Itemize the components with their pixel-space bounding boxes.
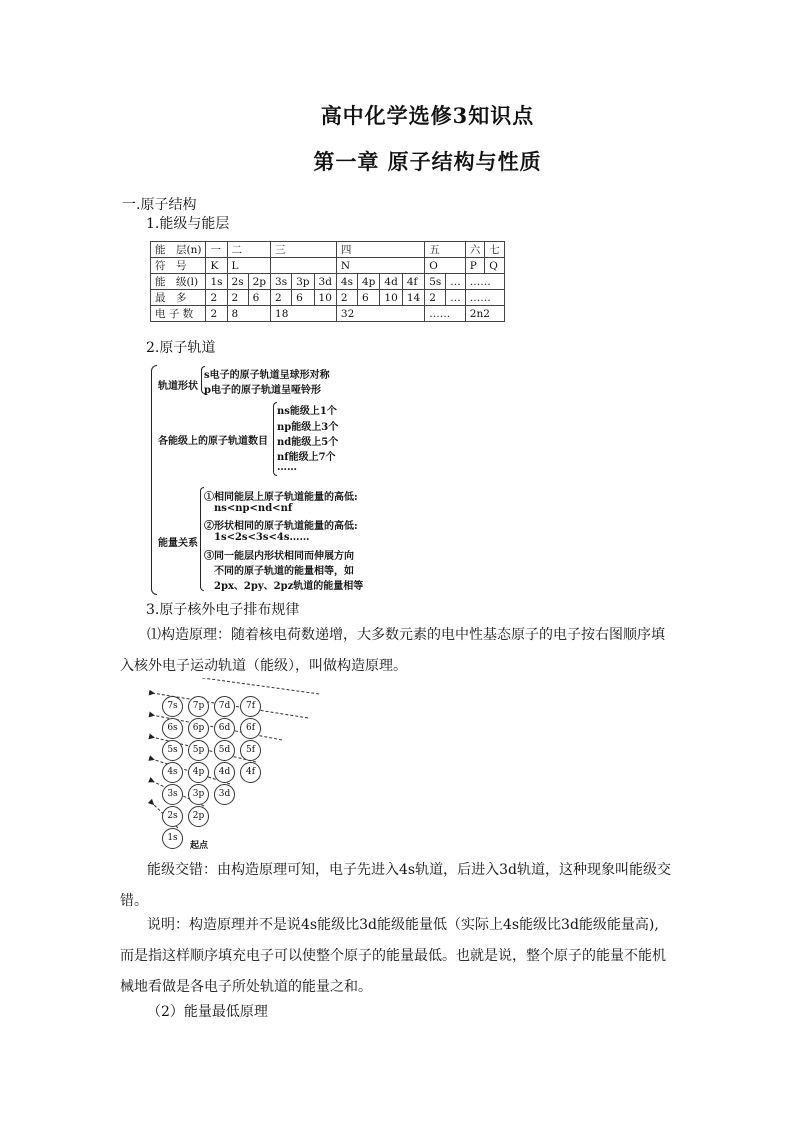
table-cell: 五 <box>425 242 466 258</box>
aufbau-diagram <box>140 678 320 853</box>
table-cell: 18 <box>271 306 337 322</box>
table-cell: 电 子 数 <box>151 306 206 322</box>
aufbau-line-1: ⑴构造原理：随着核电荷数递增，大多数元素的电中性基态原子的电子按右图顺序填 <box>147 627 665 643</box>
table-cell: 1s <box>206 274 227 290</box>
table-cell: 2 <box>336 290 357 306</box>
orbital-circle: 6p <box>188 718 209 739</box>
table-cell: 二 <box>227 242 270 258</box>
table-row <box>151 290 505 306</box>
table-cell: 能 级(l) <box>151 274 206 290</box>
table-cell: Q <box>485 258 505 274</box>
orbital-circle: 3s <box>162 784 183 805</box>
subheading-electron-rules: 3.原子核外电子排布规律 <box>146 602 300 618</box>
table-row <box>151 242 505 258</box>
energy-level-table <box>150 241 505 322</box>
explanation-line-2: 而是指这样顺序填充电子可以使整个原子的能量最低。也就是说，整个原子的能量不能机 <box>120 948 666 964</box>
count-nd: nd能级上5个 <box>277 437 339 448</box>
count-ns: ns能级上1个 <box>277 406 337 417</box>
energy-rule-1: ①相同能层上原子轨道能量的高低: <box>204 492 358 503</box>
orbital-circle: 6d <box>214 718 235 739</box>
table-cell: … <box>446 274 466 290</box>
table-cell: 6 <box>358 290 380 306</box>
orbital-circle: 4p <box>188 762 209 783</box>
table-cell: 6 <box>248 290 270 306</box>
table-cell: 一 <box>206 242 227 258</box>
table-cell: …… <box>465 274 504 290</box>
table-cell: 32 <box>336 306 424 322</box>
table-cell: 符 号 <box>151 258 206 274</box>
table-cell: 2n2 <box>465 306 504 322</box>
orbital-circle: 5d <box>214 740 235 761</box>
shape-p: p电子的原子轨道呈哑铃形 <box>204 385 321 396</box>
table-cell: 2 <box>206 306 227 322</box>
table-cell: 七 <box>485 242 505 258</box>
orbital-circle: 4f <box>240 762 261 783</box>
count-label: 各能级上的原子轨道数目 <box>158 436 268 447</box>
table-cell: 10 <box>314 290 336 306</box>
level-crossing-paragraph <box>120 855 687 917</box>
page-title: 高中化学选修3知识点 <box>320 103 535 128</box>
table-cell: 3p <box>292 274 314 290</box>
orbital-circle: 5f <box>240 740 261 761</box>
table-cell: 4d <box>380 274 402 290</box>
orbital-circle: 7f <box>240 696 261 717</box>
explanation-line-3: 械地看做是各电子所处轨道的能量之和。 <box>120 979 372 995</box>
orbital-circle: 2s <box>162 806 183 827</box>
table-cell: 2 <box>206 290 227 306</box>
table-cell: 3s <box>271 274 292 290</box>
table-cell: 三 <box>271 242 337 258</box>
table-cell: 2s <box>227 274 248 290</box>
table-cell: K <box>206 258 227 274</box>
energy-rule-1-detail: ns<np<nd<nf <box>214 503 293 514</box>
shape-s: s电子的原子轨道呈球形对称 <box>204 370 330 381</box>
explanation-paragraph <box>120 910 687 1003</box>
table-cell: P <box>465 258 485 274</box>
orbital-circle: 2p <box>188 806 209 827</box>
crossing-line-1: 能级交错：由构造原理可知，电子先进入4s轨道，后进入3d轨道，这种现象叫能级交 <box>147 862 671 878</box>
table-cell: 4f <box>402 274 424 290</box>
start-label: 起点 <box>190 841 209 851</box>
table-cell: N <box>336 258 424 274</box>
orbital-circle: 5p <box>188 740 209 761</box>
table-cell: 四 <box>336 242 424 258</box>
orbital-circle: 7p <box>188 696 209 717</box>
table-cell <box>271 258 337 274</box>
chapter-title: 第一章 原子结构与性质 <box>313 149 542 174</box>
orbital-circle: 3p <box>188 784 209 805</box>
energy-rule-2: ②形状相同的原子轨道能量的高低: <box>204 521 358 532</box>
orbital-circle: 5s <box>162 740 183 761</box>
table-cell: 6 <box>292 290 314 306</box>
table-cell: 4s <box>336 274 357 290</box>
table-cell: …… <box>465 290 504 306</box>
orbital-circle: 7d <box>214 696 235 717</box>
aufbau-paragraph <box>120 620 687 682</box>
table-cell: 14 <box>402 290 424 306</box>
diagonal-arrow <box>152 678 320 696</box>
crossing-line-2: 错。 <box>120 893 148 909</box>
subheading-lowest-energy: （2）能量最低原理 <box>147 1004 268 1020</box>
orbital-circle: 4s <box>162 762 183 783</box>
energy-label: 能量关系 <box>158 538 198 549</box>
orbital-circle: 6f <box>240 718 261 739</box>
table-cell: 能 层(n) <box>151 242 206 258</box>
orbital-circle: 4d <box>214 762 235 783</box>
orbital-circle: 3d <box>214 784 235 805</box>
table-cell: 10 <box>380 290 402 306</box>
table-cell: 2 <box>425 290 446 306</box>
table-cell: 8 <box>227 306 270 322</box>
count-more: …… <box>277 462 297 473</box>
energy-rule-3-cont: 不同的原子轨道的能量相等，如 <box>214 566 354 577</box>
subheading-energy-levels: 1.能级与能层 <box>146 216 230 232</box>
count-nf: nf能级上7个 <box>277 452 336 463</box>
orbital-circle: 1s <box>162 828 183 849</box>
table-cell: 最 多 <box>151 290 206 306</box>
orbital-circle: 7s <box>162 696 183 717</box>
energy-rule-3-example: 2px、2py、2pz轨道的能量相等 <box>214 581 364 592</box>
table-cell: 2 <box>227 290 248 306</box>
subheading-orbitals: 2.原子轨道 <box>146 340 216 356</box>
table-row <box>151 274 505 290</box>
table-cell: 3d <box>314 274 336 290</box>
orbital-circle: 6s <box>162 718 183 739</box>
energy-rule-3: ③同一能层内形状相同而伸展方向 <box>204 551 354 562</box>
table-cell: L <box>227 258 270 274</box>
outer-brace <box>151 365 157 595</box>
table-cell: 4p <box>358 274 380 290</box>
aufbau-line-2: 入核外电子运动轨道（能级），叫做构造原理。 <box>120 658 407 674</box>
table-cell: 六 <box>465 242 485 258</box>
explanation-line-1: 说明：构造原理并不是说4s能级比3d能级能量低（实际上4s能级比3d能级能量高), <box>147 917 659 933</box>
energy-rule-2-detail: 1s<2s<3s<4s…… <box>214 532 310 543</box>
section-heading: 一.原子结构 <box>122 197 197 213</box>
table-row <box>151 306 505 322</box>
table-row <box>151 258 505 274</box>
table-cell: 5s <box>425 274 446 290</box>
table-cell: O <box>425 258 466 274</box>
table-cell: … <box>446 290 466 306</box>
table-cell: 2p <box>248 274 270 290</box>
table-cell: …… <box>425 306 466 322</box>
count-np: np能级上3个 <box>277 422 339 433</box>
table-cell: 2 <box>271 290 292 306</box>
shape-label: 轨道形状 <box>158 381 198 392</box>
